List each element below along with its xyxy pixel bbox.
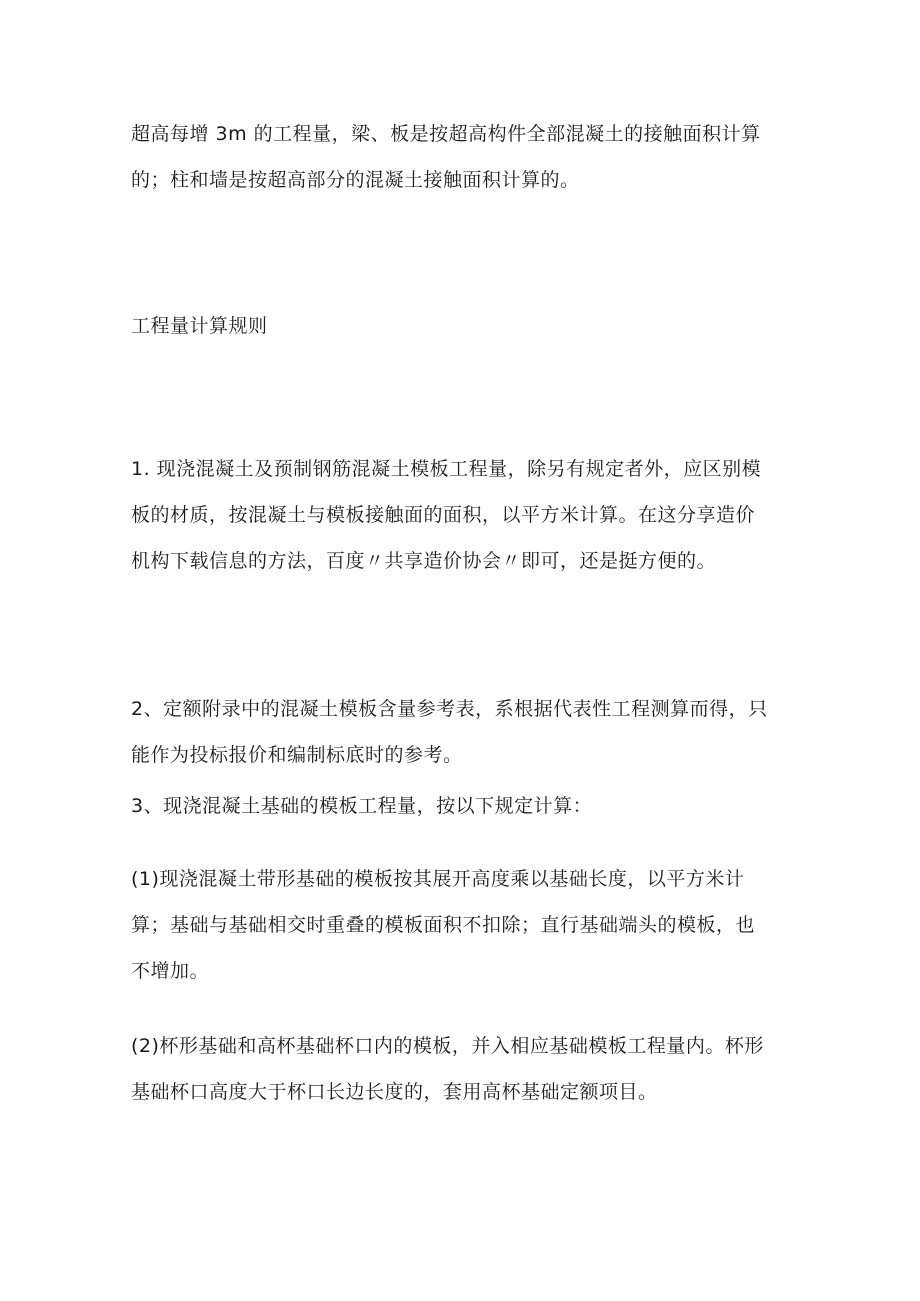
rule-3-2-paragraph [131,1023,801,1115]
rule-3-1-line-3: 不增加。 [131,960,210,982]
rule-3-paragraph [131,783,801,829]
section-heading: 工程量计算规则 [131,315,268,337]
rule-3-1-line-1: (1)现浇混凝土带形基础的模板按其展开高度乘以基础长度，以平方米计 [131,868,745,890]
rule-3-2-line-2: 基础杯口高度大于杯口长边长度的，套用高杯基础定额项目。 [131,1081,658,1103]
rule-2-paragraph [131,686,801,778]
rule-1-line-1: 1. 现浇混凝土及预制钢筋混凝土模板工程量，除另有规定者外，应区别模 [131,458,762,480]
rule-3-1-paragraph [131,856,801,994]
rule-3-2-line-1: (2)杯形基础和高杯基础杯口内的模板，并入相应基础模板工程量内。杯形 [131,1035,764,1057]
rule-1-line-3: 机构下载信息的方法，百度〃共享造价协会〃即可，还是挺方便的。 [131,550,717,572]
rule-3-1-line-2: 算；基础与基础相交时重叠的模板面积不扣除；直行基础端头的模板，也 [131,914,756,936]
intro-line-1: 超高每增 3m 的工程量，梁、板是按超高构件全部混凝土的接触面积计算 [131,123,761,145]
rule-2-line-1: 2、定额附录中的混凝土模板含量参考表，系根据代表性工程测算而得，只 [131,698,768,720]
rule-2-line-2: 能作为投标报价和编制标底时的参考。 [131,744,463,766]
intro-paragraph [131,111,801,203]
rule-1-paragraph [131,446,801,584]
rule-3-line-1: 3、现浇混凝土基础的模板工程量，按以下规定计算： [131,795,593,817]
rule-1-line-2: 板的材质，按混凝土与模板接触面的面积，以平方米计算。在这分享造价 [131,504,756,526]
intro-line-2: 的；柱和墙是按超高部分的混凝土接触面积计算的。 [131,169,580,191]
